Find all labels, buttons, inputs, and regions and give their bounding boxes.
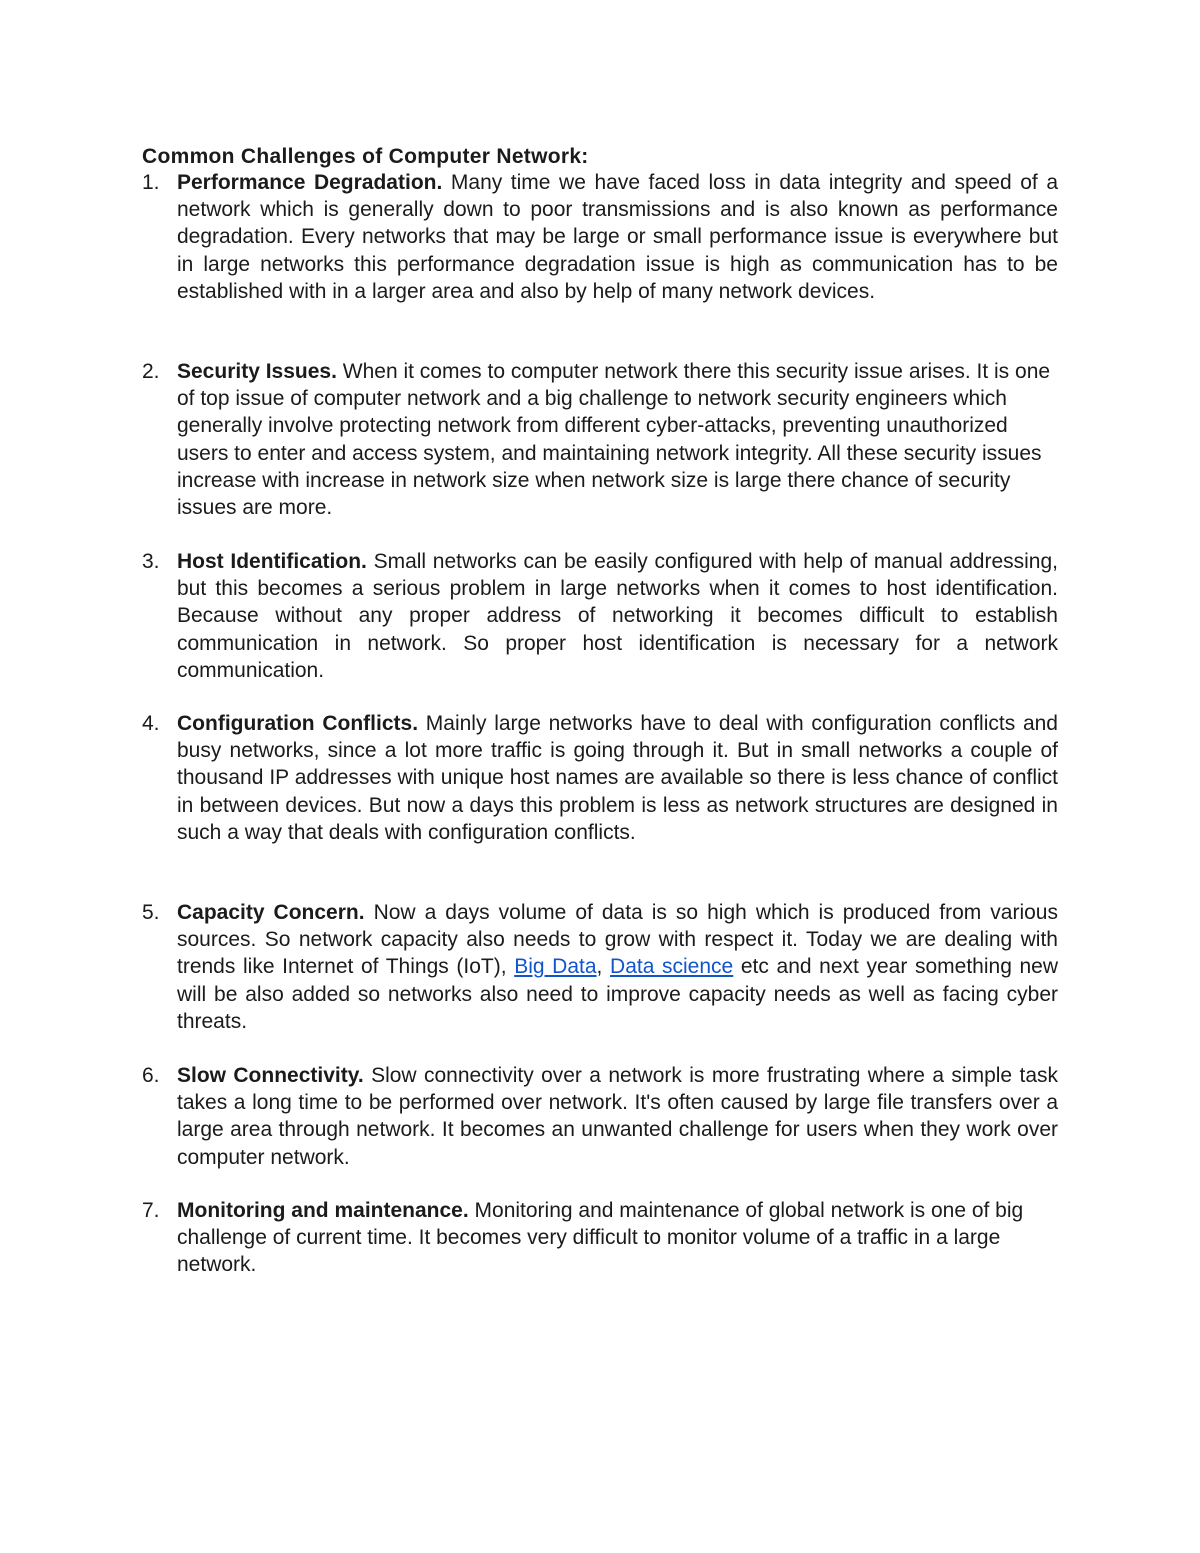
list-item-number: 1.: [142, 171, 160, 194]
list-item-number: 2.: [142, 360, 160, 383]
list-item-body: [177, 358, 1058, 521]
list-item-text: Mainly large networks have to deal with configuration conflicts and busy networks, since a lot more traffic is going through it. But in small networks a couple of thousand IP addresses with unique host names are available so there is less chance of conflict in between devices. But now a days this problem is less as network structures are designed in such a way that deals with configuration conflicts.: [177, 712, 1058, 844]
big-data-link[interactable]: Big Data: [514, 955, 597, 979]
list-item: [142, 1062, 1058, 1171]
list-item-body: [177, 1062, 1058, 1171]
list-item-text-continued: etc and next year something new will be also added so networks also need to improve capacity needs as well as facing cyber threats.: [177, 955, 1059, 1033]
list-item: [142, 899, 1058, 1035]
list-item-number: 4.: [142, 712, 160, 735]
list-item-text: When it comes to computer network there this security issue arises. It is one of top issue of computer network and a big challenge to network security engineers which generally involve protecting network from different cyber-attacks, preventing unauthorized users to enter and access system, and maintaining network integrity. All these security issues increase with increase in network size when network size is large there chance of security issues are more.: [177, 360, 1051, 520]
list-item-number: 5.: [142, 901, 160, 924]
list-item-text: Small networks can be easily configured with help of manual addressing, but this becomes a serious problem in large networks when it comes to host identification. Because without any proper address of networking it becomes difficult to establish communication in network. So proper host identification is necessary for a network communication.: [177, 550, 1058, 682]
list-item-body: [177, 1197, 1058, 1279]
list-item-body: [177, 899, 1058, 1035]
list-item-number: 3.: [142, 550, 160, 573]
data-science-link[interactable]: Data science: [610, 955, 734, 979]
list-item-text: Slow connectivity over a network is more frustrating where a simple task takes a long time to be performed over network. It's often caused by large file transfers over a large area through network. It becomes an unwanted challenge for users when they work over computer network.: [177, 1064, 1058, 1169]
list-item-text: Many time we have faced loss in data integrity and speed of a network which is generally down to poor transmissions and is also known as performance degradation. Every networks that may be large or small performance issue is everywhere but in large networks this performance degradation issue is high as communication has to be established with in a larger area and also by help of many network devices.: [177, 171, 1058, 303]
list-item-body: [177, 710, 1058, 846]
list-item: [142, 1197, 1058, 1279]
list-item-body: [177, 169, 1058, 305]
document-title: Common Challenges of Computer Network:: [142, 145, 589, 168]
list-item-title: Host Identification.: [177, 550, 367, 573]
list-item-body: [177, 548, 1058, 684]
list-item-title: Configuration Conflicts.: [177, 712, 419, 735]
list-item: [142, 169, 1058, 305]
list-item-number: 7.: [142, 1199, 160, 1222]
list-item-title: Monitoring and maintenance.: [177, 1199, 469, 1222]
list-item-text: Now a days volume of data is so high which is produced from various sources. So network capacity also needs to grow with respect it. Today we are dealing with trends like Internet of Things (IoT),: [177, 901, 1058, 979]
list-item-title: Security Issues.: [177, 360, 337, 383]
link-separator: ,: [596, 955, 603, 979]
list-item: [142, 710, 1058, 846]
list-item-title: Capacity Concern.: [177, 901, 365, 924]
list-item: [142, 548, 1058, 684]
list-item-number: 6.: [142, 1064, 160, 1087]
list-item: [142, 358, 1058, 521]
list-item-text: Monitoring and maintenance of global network is one of big challenge of current time. It becomes very difficult to monitor volume of a traffic in a large network.: [177, 1199, 1024, 1277]
list-item-title: Slow Connectivity.: [177, 1064, 364, 1087]
list-item-title: Performance Degradation.: [177, 171, 443, 194]
